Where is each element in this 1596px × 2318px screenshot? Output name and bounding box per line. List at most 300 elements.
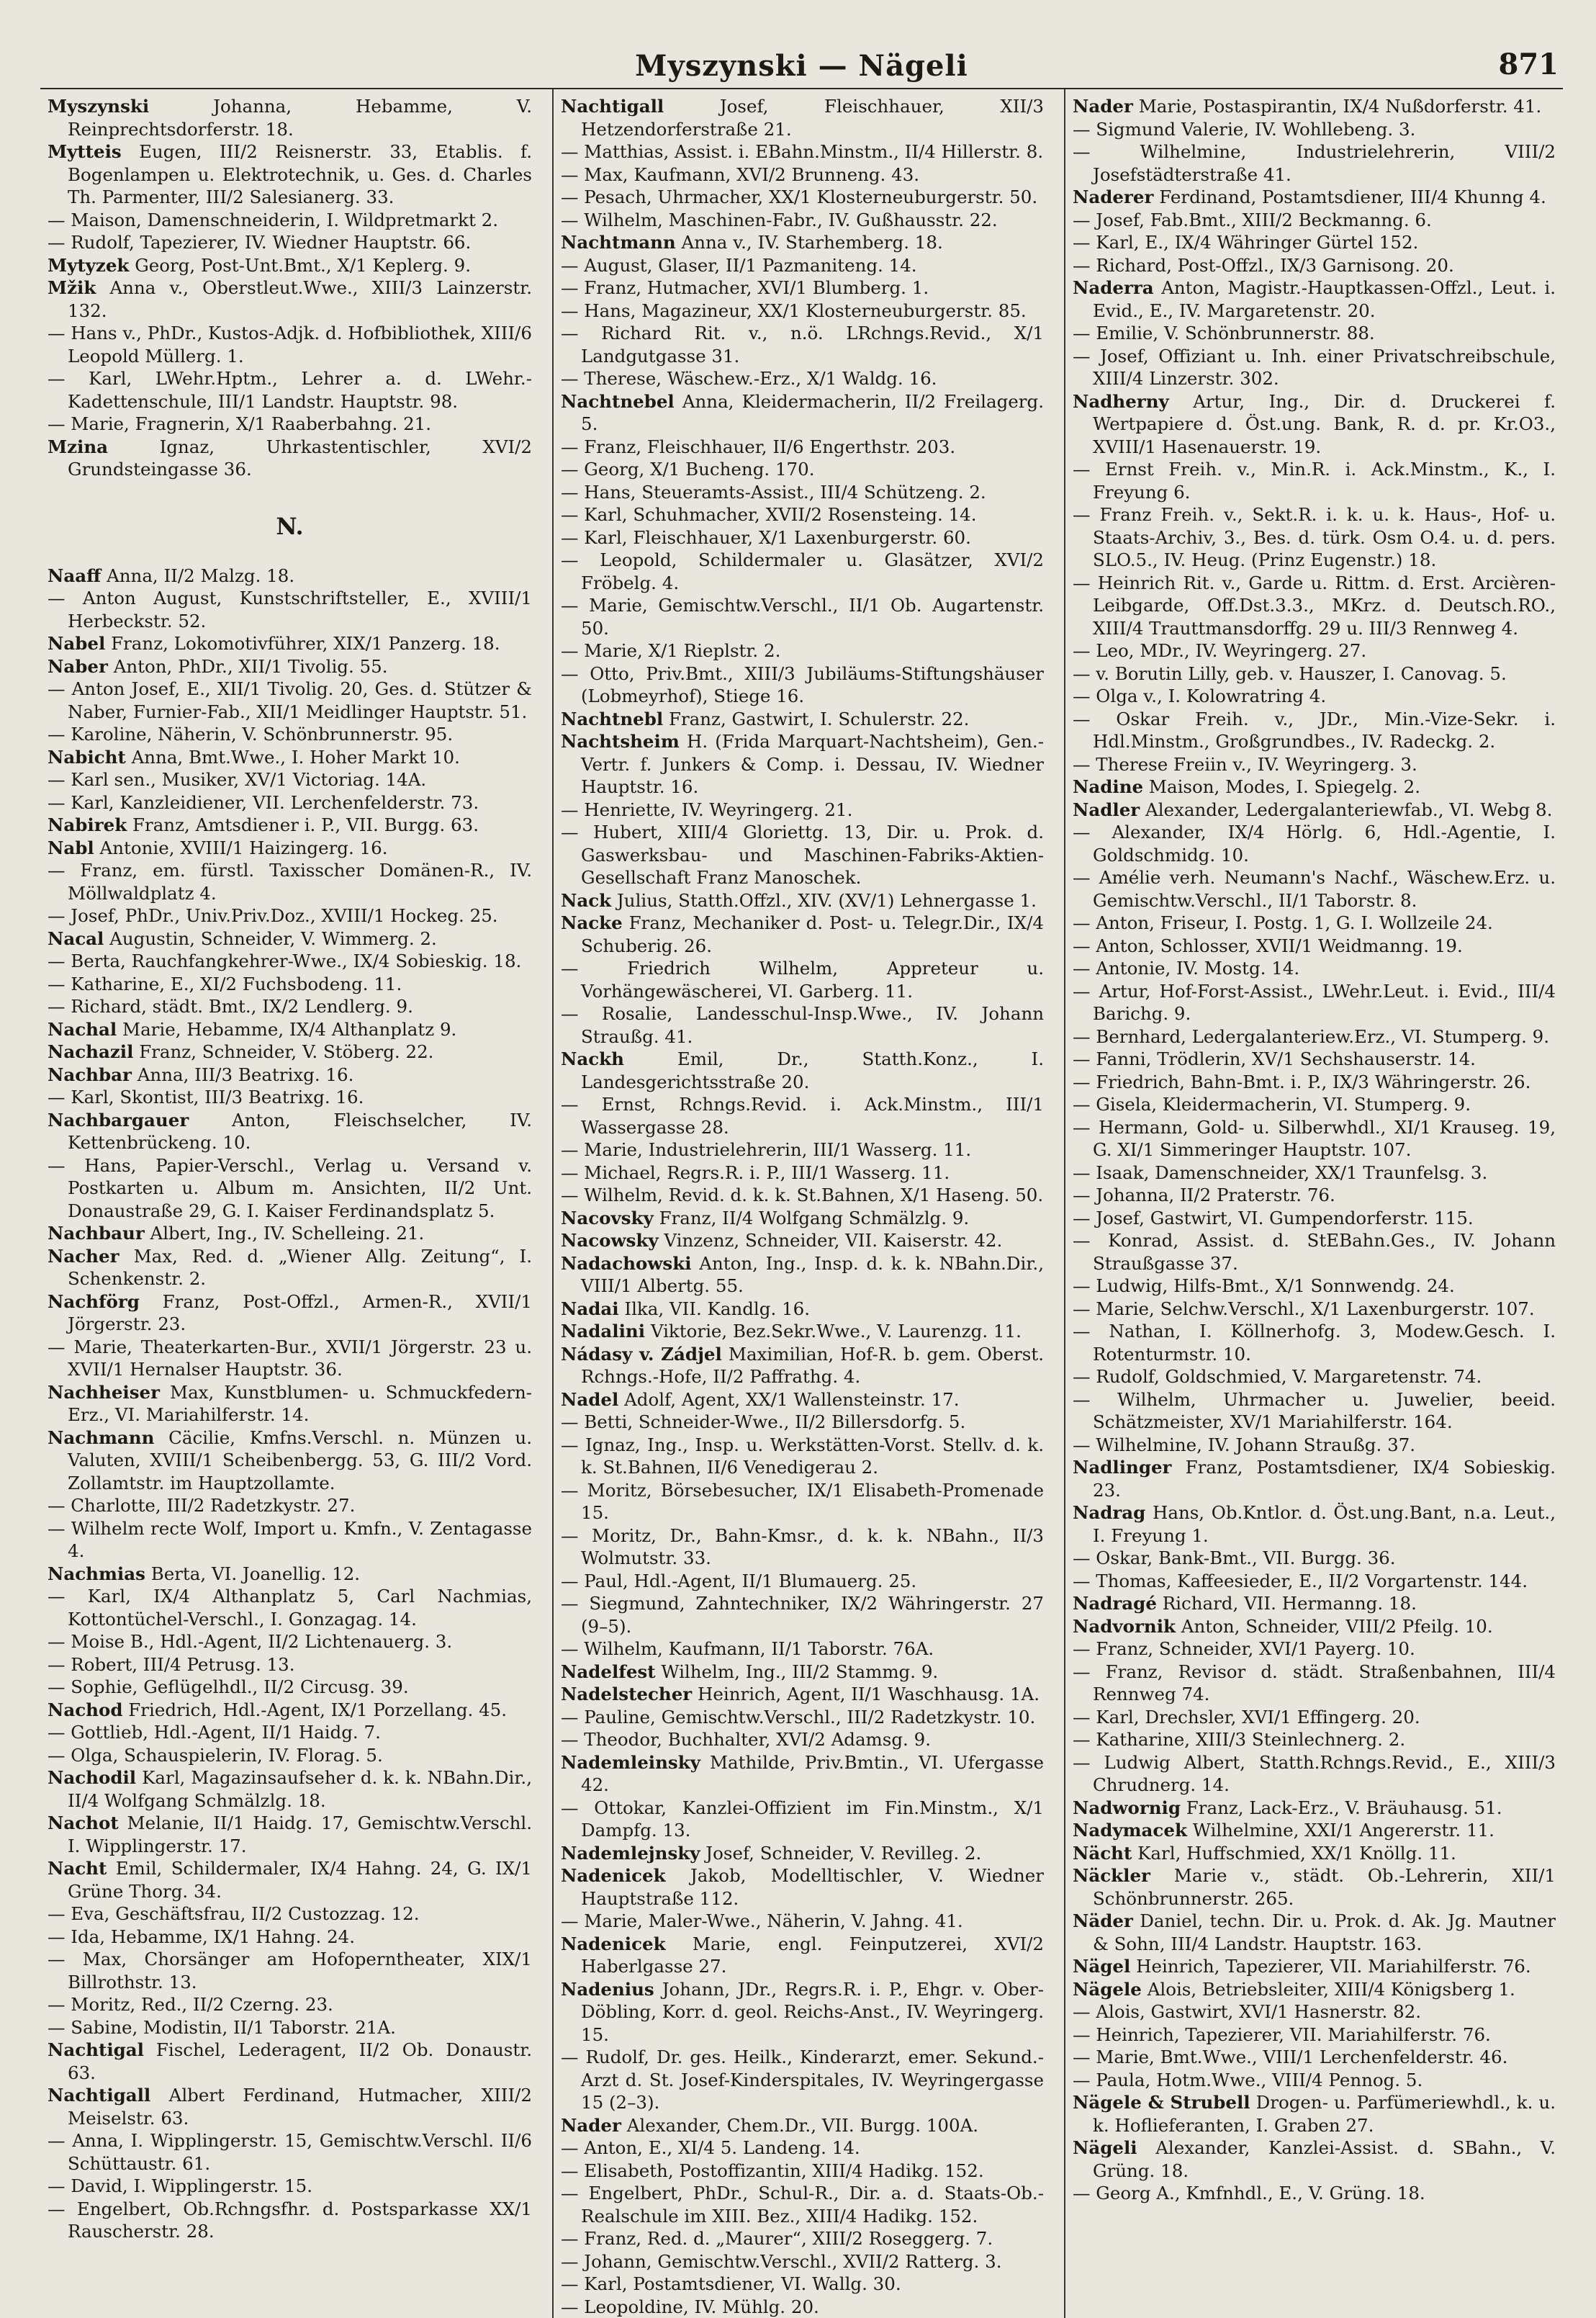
entry-surname: Nägeli: [1073, 2137, 1137, 2158]
entry-text: — Friedrich Wilhelm, Appreteur u. Vorhängewäscherei, VI. Garberg. 11.: [561, 958, 1044, 1002]
directory-entry: [1073, 1797, 1556, 1820]
directory-entry: [48, 413, 532, 436]
directory-entry: [561, 799, 1044, 822]
directory-entry: [561, 322, 1044, 367]
directory-entry: [1073, 572, 1556, 640]
entry-text: — Franz, Red. d. „Maurer“, XIII/2 Roseggerg. 7.: [561, 2228, 993, 2249]
directory-entry: [1073, 322, 1556, 345]
entry-surname: Nackh: [561, 1048, 624, 1069]
directory-entry: [48, 1926, 532, 1949]
entry-text: Maximilian, Hof-R. b. gem. Oberst. Rchngs.-Hofe, II/2 Paffrathg. 4.: [581, 1344, 1044, 1388]
entry-surname: Nachtnebel: [561, 391, 675, 412]
directory-entry: [1073, 2000, 1556, 2023]
entry-surname: Näckler: [1073, 1865, 1150, 1886]
directory-entry: [48, 1653, 532, 1676]
directory-entry: [561, 1434, 1044, 1479]
directory-entry: [48, 2016, 532, 2039]
entry-text: — Sophie, Geflügelhdl., II/2 Circusg. 39.: [48, 1676, 409, 1697]
entry-surname: Nademlejnsky: [561, 1843, 700, 1864]
entry-surname: Nacke: [561, 912, 623, 933]
directory-entry: [1073, 866, 1556, 912]
directory-entry: [48, 231, 532, 254]
entry-text: — Karoline, Näherin, V. Schönbrunnerstr. 95.: [48, 724, 453, 745]
directory-entry: [561, 730, 1044, 799]
entry-surname: Nabl: [48, 837, 94, 858]
entry-text: — Otto, Priv.Bmt., XIII/3 Jubiläums-Stiftungshäuser (Lobmeyrhof), Stiege 16.: [561, 663, 1044, 707]
directory-entry: [48, 1381, 532, 1427]
entry-surname: Nader: [1073, 96, 1133, 117]
entry-text: — Hans, Steueramts-Assist., III/4 Schützeng. 2.: [561, 482, 986, 503]
entry-text: — Bernhard, Ledergalanteriew.Erz., VI. Stumperg. 9.: [1073, 1026, 1549, 1047]
entry-text: — Richard, Post-Offzl., IX/3 Garnisong. 20.: [1073, 255, 1454, 276]
directory-entry: [48, 1744, 532, 1767]
entry-text: — Robert, III/4 Petrusg. 13.: [48, 1654, 294, 1675]
directory-entry: [48, 2084, 532, 2129]
directory-entry: [48, 1857, 532, 1903]
entry-text: Melanie, II/1 Haidg. 17, Gemischtw.Verschl. I. Wipplingerstr. 17.: [68, 1812, 532, 1856]
entry-surname: Naderer: [1073, 187, 1153, 207]
directory-entry: [48, 768, 532, 791]
entry-text: Anna, Kleidermacherin, II/2 Freilagerg. 5.: [581, 391, 1044, 435]
directory-entry: [561, 1797, 1044, 1842]
entry-surname: Nádasy v. Zádjel: [561, 1344, 722, 1365]
directory-entry: [561, 1298, 1044, 1321]
entry-surname: Nacht: [48, 1858, 107, 1879]
directory-entry: [561, 2137, 1044, 2160]
entry-text: — Rudolf, Dr. ges. Heilk., Kinderarzt, emer. Sekund.-Arzt d. St. Josef-Kinderspitales, IV. Weyringergasse 15 (2–3).: [561, 2047, 1044, 2113]
entry-text: Heinrich, Tapezierer, VII. Mariahilferstr. 76.: [1136, 1956, 1531, 1977]
entry-surname: Nachod: [48, 1699, 122, 1720]
entry-text: Jakob, Modelltischler, V. Wiedner Hauptstraße 112.: [581, 1865, 1044, 1909]
entry-text: — Richard Rit. v., n.ö. LRchngs.Revid., X/1 Landgutgasse 31.: [561, 323, 1044, 367]
directory-entry: [48, 950, 532, 973]
entry-surname: Nachtnebl: [561, 709, 663, 729]
entry-text: Emil, Dr., Statth.Konz., I. Landesgerichtsstraße 20.: [581, 1048, 1044, 1092]
directory-entry: [1073, 2069, 1556, 2092]
entry-text: Anton, PhDr., XII/1 Tivolig. 55.: [114, 656, 388, 677]
directory-entry: [561, 254, 1044, 277]
entry-text: Franz, Postamtsdiener, IX/4 Sobieskig. 23.: [1093, 1457, 1556, 1501]
directory-entry: [48, 565, 532, 588]
entry-text: — Anton, Friseur, I. Postg. 1, G. I. Wollzeile 24.: [1073, 912, 1493, 933]
directory-entry: [561, 1184, 1044, 1207]
columns: [40, 89, 1563, 2062]
entry-text: Johanna, Hebamme, V. Reinprechtsdorferstr. 18.: [68, 96, 532, 140]
directory-entry: [561, 1842, 1044, 1865]
entry-text: Marie, Hebamme, IX/4 Althanplatz 9.: [122, 1019, 456, 1040]
directory-entry: [1073, 2091, 1556, 2137]
entry-surname: Nadachowski: [561, 1253, 692, 1274]
running-head: Myszynski — Nägeli: [635, 49, 968, 83]
column-1-top-entries: [48, 95, 532, 481]
entry-text: — Heinrich, Tapezierer, VII. Mariahilferstr. 76.: [1073, 2024, 1491, 2045]
directory-entry: [561, 1320, 1044, 1343]
page-number: 871: [1499, 48, 1559, 81]
directory-entry: [1073, 1864, 1556, 1910]
entry-text: Cäcilie, Kmfns.Verschl. n. Münzen u. Valuten, XVIII/1 Scheibenbergg. 53, G. III/2 Vord. Zollamtstr. im Hauptzollamte.: [68, 1427, 532, 1493]
directory-entry: [561, 1207, 1044, 1230]
entry-text: — Ignaz, Ing., Insp. u. Werkstätten-Vorst. Stellv. d. k. k. St.Bahnen, II/6 Venedigerau 2.: [561, 1434, 1044, 1478]
entry-text: Mathilde, Priv.Bmtin., VI. Ufergasse 42.: [581, 1752, 1044, 1796]
directory-entry: [48, 95, 532, 140]
entry-surname: Nadragé: [1073, 1593, 1157, 1614]
directory-entry: [561, 708, 1044, 731]
directory-entry: [1073, 935, 1556, 958]
directory-entry: [48, 277, 532, 322]
directory-entry: [561, 2114, 1044, 2137]
entry-text: — Karl, IX/4 Althanplatz 5, Carl Nachmias, Kottontüchel-Verschl., I. Gonzagag. 14.: [48, 1586, 532, 1630]
entry-text: — Katharine, E., XI/2 Fuchsbodeng. 11.: [48, 974, 402, 994]
directory-entry: [1073, 1162, 1556, 1185]
directory-entry: [48, 973, 532, 996]
directory-entry: [561, 1252, 1044, 1298]
entry-surname: Mzina: [48, 436, 108, 457]
entry-text: Berta, VI. Joanellig. 12.: [151, 1563, 360, 1584]
entry-text: — Franz Freih. v., Sekt.R. i. k. u. k. Haus-, Hof- u. Staats-Archiv, 3., Bes. d. türk. Osm O.4. u. d. pers. SLO.5., IV. Heug. (Prinz Eugenstr.) 18.: [1073, 504, 1556, 570]
directory-entry: [48, 1494, 532, 1517]
entry-text: Franz, Lack-Erz., V. Bräuhausg. 51.: [1186, 1797, 1502, 1818]
entry-surname: Nadai: [561, 1298, 619, 1319]
entry-text: Max, Kunstblumen- u. Schmuckfedern-Erz., VI. Mariahilferstr. 14.: [68, 1382, 532, 1426]
entry-surname: Nachbaur: [48, 1223, 145, 1244]
entry-text: — Charlotte, III/2 Radetzkystr. 27.: [48, 1495, 355, 1516]
column-1: [40, 89, 539, 2318]
directory-entry: [561, 1138, 1044, 1162]
directory-entry: [48, 791, 532, 814]
entry-surname: Nack: [561, 890, 611, 911]
entry-surname: Mytyzek: [48, 255, 129, 276]
directory-entry: [48, 1585, 532, 1630]
entry-surname: Nadel: [561, 1389, 618, 1410]
directory-entry: [1073, 2137, 1556, 2182]
entry-text: — Franz, Fleischhauer, II/6 Engerthstr. 203.: [561, 436, 955, 457]
directory-entry: [561, 1229, 1044, 1252]
directory-entry: [1073, 345, 1556, 390]
entry-text: — Henriette, IV. Weyringerg. 21.: [561, 799, 852, 820]
entry-text: — Wilhelm recte Wolf, Import u. Kmfn., V. Zentagasse 4.: [48, 1518, 532, 1562]
entry-text: — Rosalie, Landesschul-Insp.Wwe., IV. Johann Straußg. 41.: [561, 1003, 1044, 1047]
directory-entry: [561, 1524, 1044, 1570]
entry-text: Josef, Fleischhauer, XII/3 Hetzendorferstraße 21.: [581, 96, 1044, 140]
entry-text: — Nathan, I. Köllnerhofg. 3, Modew.Gesch. I. Rotenturmstr. 10.: [1073, 1321, 1556, 1365]
entry-text: — Karl, Schuhmacher, XVII/2 Rosensteing. 14.: [561, 504, 977, 525]
entry-surname: Nägele & Strubell: [1073, 2092, 1250, 2113]
entry-text: Anna, II/2 Malzg. 18.: [107, 565, 294, 586]
entry-text: — Isaak, Damenschneider, XX/1 Traunfelsg. 3.: [1073, 1162, 1487, 1183]
entry-surname: Nägel: [1073, 1956, 1130, 1977]
entry-text: — Hans, Papier-Verschl., Verlag u. Versand v. Postkarten u. Album m. Ansichten, II/2 Unt. Donaustraße 29, G. I. Kaiser Ferdinandsplatz 5.: [48, 1155, 532, 1221]
entry-text: — Franz, em. fürstl. Taxisscher Domänen-R., IV. Möllwaldplatz 4.: [48, 860, 532, 904]
directory-entry: [561, 889, 1044, 912]
directory-entry: [1073, 458, 1556, 503]
entry-text: — Gottlieb, Hdl.-Agent, II/1 Haidg. 7.: [48, 1722, 381, 1743]
directory-entry: [561, 639, 1044, 662]
entry-surname: Nabel: [48, 633, 105, 654]
column-3: [1064, 89, 1563, 2318]
entry-text: — Michael, Regrs.R. i. P., III/1 Wasserg. 11.: [561, 1162, 950, 1183]
directory-entry: [1073, 799, 1556, 822]
entry-text: — Leopold, Schildermaler u. Glasätzer, XVI/2 Fröbelg. 4.: [561, 549, 1044, 593]
entry-text: — Karl sen., Musiker, XV/1 Victoriag. 14A.: [48, 769, 426, 790]
entry-text: Ilka, VII. Kandlg. 16.: [624, 1298, 810, 1319]
directory-entry: [561, 140, 1044, 163]
directory-entry: [561, 1978, 1044, 2047]
entry-text: Daniel, techn. Dir. u. Prok. d. Ak. Jg. Mautner & Sohn, III/4 Landstr. Hauptstr. 163.: [1093, 1910, 1556, 1954]
entry-text: — Josef, Offiziant u. Inh. einer Privatschreibschule, XIII/4 Linzerstr. 302.: [1073, 346, 1556, 390]
directory-entry: [561, 1728, 1044, 1751]
directory-entry: [561, 2296, 1044, 2318]
entry-surname: Nachmias: [48, 1563, 145, 1584]
entry-text: — Maison, Damenschneiderin, I. Wildpretmarkt 2.: [48, 210, 498, 230]
directory-entry: [1073, 1116, 1556, 1162]
entry-text: — Karl, E., IX/4 Währinger Gürtel 152.: [1073, 232, 1418, 253]
entry-surname: Nacal: [48, 928, 104, 949]
directory-entry: [48, 1018, 532, 1041]
entry-text: — Anton August, Kunstschriftsteller, E., XVIII/1 Herbeckstr. 52.: [48, 588, 532, 632]
entry-text: Marie, engl. Feinputzerei, XVI/2 Haberlgasse 27.: [581, 1933, 1044, 1977]
entry-surname: Nabicht: [48, 747, 126, 768]
directory-entry: [561, 821, 1044, 889]
entry-text: — Ludwig, Hilfs-Bmt., X/1 Sonnwendg. 24.: [1073, 1275, 1455, 1296]
directory-entry: [1073, 186, 1556, 209]
entry-surname: Nachodil: [48, 1767, 136, 1788]
entry-surname: Nadine: [1073, 776, 1143, 797]
entry-text: Albert Ferdinand, Hutmacher, XIII/2 Meiselstr. 63.: [68, 2085, 532, 2129]
directory-entry: [561, 594, 1044, 639]
entry-text: — Ludwig Albert, Statth.Rchngs.Revid., E., XIII/3 Chrudnerg. 14.: [1073, 1752, 1556, 1796]
directory-entry: [48, 1154, 532, 1223]
entry-text: — Marie, Bmt.Wwe., VIII/1 Lerchenfelderstr. 46.: [1073, 2047, 1507, 2067]
entry-text: Viktorie, Bez.Sekr.Wwe., V. Laurenzg. 11.: [651, 1321, 1022, 1342]
entry-text: — Josef, Fab.Bmt., XIII/2 Beckmanng. 6.: [1073, 210, 1432, 230]
directory-entry: [48, 1993, 532, 2016]
entry-text: Eugen, III/2 Reisnerstr. 33, Etablis. f. Bogenlampen u. Elektrotechnik, u. Ges. d. Charles Th. Parmenter, III/2 Salesianerg. 33.: [68, 141, 532, 207]
entry-text: — Katharine, XIII/3 Steinlechnerg. 2.: [1073, 1729, 1405, 1750]
entry-surname: Nacher: [48, 1246, 120, 1267]
entry-surname: Myszynski: [48, 96, 149, 117]
directory-entry: [561, 367, 1044, 390]
page-header: [40, 43, 1563, 89]
entry-text: — Engelbert, Ob.Rchngsfhr. d. Postsparkasse XX/1 Rauscherstr. 28.: [48, 2198, 532, 2242]
entry-surname: Nadymacek: [1073, 1820, 1187, 1841]
entry-text: H. (Frida Marquart-Nachtsheim), Gen.-Vertr. f. Junkers & Comp. i. Dessau, IV. Wiedner Hauptstr. 16.: [581, 731, 1044, 797]
entry-text: Anna, Bmt.Wwe., I. Hoher Markt 10.: [132, 747, 460, 768]
entry-text: — Wilhelm, Uhrmacher u. Juwelier, beeid. Schätzmeister, XV/1 Mariahilferstr. 164.: [1073, 1389, 1556, 1433]
directory-entry: [561, 2160, 1044, 2183]
entry-text: — Wilhelm, Maschinen-Fabr., IV. Gußhausstr. 22.: [561, 210, 998, 230]
directory-entry: [1073, 2182, 1556, 2205]
directory-entry: [561, 912, 1044, 957]
directory-entry: [561, 231, 1044, 254]
entry-text: — Ottokar, Kanzlei-Offizient im Fin.Minstm., X/1 Dampfg. 13.: [561, 1797, 1044, 1841]
directory-entry: [561, 2227, 1044, 2250]
entry-text: Richard, VII. Hermanng. 18.: [1163, 1593, 1417, 1614]
entry-text: — Artur, Hof-Forst-Assist., LWehr.Leut. i. Evid., III/4 Barichg. 9.: [1073, 981, 1556, 1025]
directory-entry: [48, 1245, 532, 1290]
directory-entry: [1073, 1184, 1556, 1207]
entry-text: Ignaz, Uhrkastentischler, XVI/2 Grundsteingasse 36.: [68, 436, 532, 480]
entry-surname: Nachtigal: [48, 2039, 144, 2060]
entry-text: — Marie, Fragnerin, X/1 Raaberbahng. 21.: [48, 413, 431, 434]
entry-surname: Nachbargauer: [48, 1110, 189, 1131]
entry-text: Alexander, Kanzlei-Assist. d. SBahn., V. Grüng. 18.: [1093, 2137, 1556, 2181]
entry-text: Artur, Ing., Dir. d. Druckerei f. Wertpapiere d. Öst.ung. Bank, R. d. pr. Kr.O3., XVIII/1 Hasenauerstr. 19.: [1093, 391, 1556, 457]
entry-text: — Matthias, Assist. i. EBahn.Minstm., II/4 Hillerstr. 8.: [561, 141, 1043, 162]
entry-text: Friedrich, Hdl.-Agent, IX/1 Porzellang. 45.: [128, 1699, 507, 1720]
entry-surname: Nadler: [1073, 799, 1140, 820]
directory-entry: [48, 587, 532, 632]
entry-text: — Engelbert, PhDr., Schul-R., Dir. a. d. Staats-Ob.-Realschule im XIII. Bez., XIII/4 Hadikg. 152.: [561, 2183, 1044, 2227]
directory-entry: [48, 927, 532, 951]
entry-text: Marie, Postaspirantin, IX/4 Nußdorferstr. 41.: [1139, 96, 1542, 117]
entry-text: — Therese, Wäschew.-Erz., X/1 Waldg. 16.: [561, 368, 937, 389]
entry-text: — Marie, Selchw.Verschl., X/1 Laxenburgerstr. 107.: [1073, 1298, 1535, 1319]
directory-entry: [48, 1086, 532, 1109]
directory-entry: [1073, 912, 1556, 935]
directory-entry: [48, 1948, 532, 1993]
directory-entry: [48, 2039, 532, 2084]
directory-entry: [1073, 1570, 1556, 1593]
entry-surname: Nadrag: [1073, 1502, 1145, 1523]
directory-entry: [1073, 2046, 1556, 2069]
directory-entry: [1073, 1638, 1556, 1661]
entry-text: — Hubert, XIII/4 Gloriettg. 13, Dir. u. Prok. d. Gaswerksbau- und Maschinen-Fabriks-Aktien-Gesellschaft Franz Manoschek.: [561, 822, 1044, 888]
entry-surname: Mžik: [48, 277, 96, 298]
entry-text: — Anton Josef, E., XII/1 Tivolig. 20, Ges. d. Stützer & Naber, Furnier-Fab., XII/1 Meidlinger Hauptstr. 51.: [48, 678, 532, 722]
entry-text: — Karl, Kanzleidiener, VII. Lerchenfelderstr. 73.: [48, 792, 479, 813]
directory-entry: [1073, 1910, 1556, 1955]
entry-text: — Marie, Gemischtw.Verschl., II/1 Ob. Augartenstr. 50.: [561, 595, 1044, 639]
entry-text: — Karl, Skontist, III/3 Beatrixg. 16.: [48, 1087, 364, 1108]
directory-entry: [1073, 277, 1556, 322]
entry-text: — Ernst, Rchngs.Revid. i. Ack.Minstm., III/1 Wassergasse 28.: [561, 1094, 1044, 1138]
directory-entry: [561, 1093, 1044, 1138]
entry-surname: Nachbar: [48, 1064, 132, 1085]
directory-entry: [561, 1706, 1044, 1729]
directory-entry: [1073, 1955, 1556, 1978]
entry-text: Alexander, Ledergalanteriewfab., VI. Webg 8.: [1145, 799, 1552, 820]
entry-text: — Karl, Postamtsdiener, VI. Wallg. 30.: [561, 2273, 901, 2294]
directory-entry: [48, 1903, 532, 1926]
entry-text: Johann, JDr., Regrs.R. i. P., Ehgr. v. Ober-Döbling, Korr. d. geol. Reichs-Anst., IV. Weyringerg. 15.: [581, 1979, 1044, 2045]
entry-text: — Josef, Gastwirt, VI. Gumpendorferstr. 115.: [1073, 1208, 1474, 1228]
directory-entry: [561, 1638, 1044, 1661]
directory-entry: [561, 1661, 1044, 1684]
entry-text: — Rudolf, Goldschmied, V. Margaretenstr. 74.: [1073, 1366, 1482, 1387]
directory-entry: [1073, 753, 1556, 776]
entry-text: — Anton, E., XI/4 5. Landeng. 14.: [561, 2137, 860, 2158]
entry-text: Wilhelm, Ing., III/2 Stammg. 9.: [661, 1661, 938, 1682]
entry-text: — Wilhelm, Revid. d. k. k. St.Bahnen, X/1 Haseng. 50.: [561, 1185, 1043, 1205]
entry-text: — Antonie, IV. Mostg. 14.: [1073, 958, 1299, 979]
directory-entry: [1073, 1728, 1556, 1751]
directory-entry: [561, 549, 1044, 594]
entry-surname: Nader: [561, 2115, 621, 2136]
entry-text: — Sigmund Valerie, IV. Wohllebeng. 3.: [1073, 119, 1415, 140]
directory-entry: [1073, 1615, 1556, 1638]
entry-text: Fischel, Lederagent, II/2 Ob. Donaustr. 63.: [68, 2039, 532, 2083]
directory-entry: [48, 1563, 532, 1586]
entry-text: — Max, Chorsänger am Hofoperntheater, XIX/1 Billrothstr. 13.: [48, 1949, 532, 1993]
entry-text: — Anton, Schlosser, XVII/1 Weidmanng. 19.: [1073, 935, 1463, 956]
directory-entry: [561, 503, 1044, 526]
entry-surname: Nademleinsky: [561, 1752, 700, 1773]
directory-entry: [48, 1699, 532, 1722]
entry-text: — Johanna, II/2 Praterstr. 76.: [1073, 1185, 1335, 1205]
entry-surname: Nachtigall: [561, 96, 664, 117]
entry-surname: Nachförg: [48, 1291, 140, 1312]
directory-entry: [48, 1812, 532, 1857]
directory-entry: [48, 995, 532, 1018]
entry-text: Josef, Schneider, V. Revilleg. 2.: [705, 1843, 981, 1864]
directory-entry: [48, 1222, 532, 1245]
column-2-entries: [561, 95, 1044, 2318]
entry-text: — Karl, Drechsler, XVI/1 Effingerg. 20.: [1073, 1707, 1420, 1728]
entry-text: — Wilhelm, Kaufmann, II/1 Taborstr. 76A.: [561, 1638, 934, 1659]
entry-surname: Nachmann: [48, 1427, 154, 1448]
directory-entry: [561, 662, 1044, 708]
entry-text: — Wilhelmine, Industrielehrerin, VIII/2 Josefstädterstraße 41.: [1073, 141, 1556, 185]
directory-entry: [561, 1570, 1044, 1593]
entry-text: — Hans, Magazineur, XX/1 Klosterneuburgerstr. 85.: [561, 300, 1027, 321]
directory-entry: [48, 723, 532, 746]
column-2: [552, 89, 1051, 2318]
directory-entry: [48, 1766, 532, 1812]
directory-entry: [1073, 708, 1556, 753]
directory-entry: [1073, 639, 1556, 662]
entry-text: — Hermann, Gold- u. Silberwhdl., XI/1 Krauseg. 19, G. XI/1 Simmeringer Hauptstr. 107.: [1073, 1117, 1556, 1161]
entry-text: — Pesach, Uhrmacher, XX/1 Klosterneuburgerstr. 50.: [561, 187, 1037, 207]
entry-text: — Heinrich Rit. v., Garde u. Rittm. d. Erst. Arcièren-Leibgarde, Off.Dst.3.3., MKrz. d. Deutsch.RO., XIII/4 Trauttmansdorffg. 29 u. III/3 Rennweg 4.: [1073, 572, 1556, 639]
entry-text: Wilhelmine, XXI/1 Angererstr. 11.: [1193, 1820, 1494, 1841]
entry-text: — Max, Kaufmann, XVI/2 Brunneng. 43.: [561, 164, 919, 185]
directory-entry: [1073, 503, 1556, 572]
entry-text: — Leopoldine, IV. Mühlg. 20.: [561, 2296, 819, 2317]
directory-entry: [48, 1041, 532, 1064]
entry-text: — Wilhelmine, IV. Johann Straußg. 37.: [1073, 1434, 1415, 1455]
directory-entry: [1073, 1229, 1556, 1275]
entry-text: Hans, Ob.Kntlor. d. Öst.ung.Bant, n.a. Leut., I. Freyung 1.: [1093, 1502, 1556, 1546]
entry-text: — Gisela, Kleidermacherin, VI. Stumperg. 9.: [1073, 1094, 1471, 1115]
entry-text: Julius, Statth.Offzl., XIV. (XV/1) Lehnergasse 1.: [617, 890, 1037, 911]
entry-text: — Alois, Gastwirt, XVI/1 Hasnerstr. 82.: [1073, 2001, 1421, 2022]
entry-text: — Sabine, Modistin, II/1 Taborstr. 21A.: [48, 2017, 396, 2038]
entry-text: — Georg, X/1 Bucheng. 170.: [561, 459, 815, 480]
directory-entry: [1073, 1365, 1556, 1388]
directory-entry: [1073, 980, 1556, 1025]
directory-entry: [1073, 685, 1556, 708]
directory-entry: [48, 322, 532, 367]
directory-entry: [1073, 2023, 1556, 2047]
directory-entry: [1073, 1298, 1556, 1321]
entry-text: Alexander, Chem.Dr., VII. Burgg. 100A.: [627, 2115, 978, 2136]
directory-entry: [48, 632, 532, 655]
directory-entry: [1073, 1456, 1556, 1501]
directory-entry: [561, 1933, 1044, 1978]
entry-text: Vinzenz, Schneider, VII. Kaiserstr. 42.: [664, 1230, 1002, 1251]
column-3-entries: [1073, 95, 1556, 2205]
entry-text: — Moise B., Hdl.-Agent, II/2 Lichtenauerg. 3.: [48, 1631, 452, 1652]
entry-text: — Thomas, Kaffeesieder, E., II/2 Vorgartenstr. 144.: [1073, 1571, 1528, 1591]
directory-entry: [1073, 1706, 1556, 1729]
directory-entry: [1073, 390, 1556, 459]
directory-entry: [48, 1290, 532, 1336]
entry-text: Maison, Modes, I. Spiegelg. 2.: [1149, 776, 1420, 797]
directory-entry: [1073, 662, 1556, 686]
entry-surname: Näder: [1073, 1910, 1133, 1931]
directory-entry: [1073, 1842, 1556, 1865]
directory-entry: [561, 2182, 1044, 2227]
